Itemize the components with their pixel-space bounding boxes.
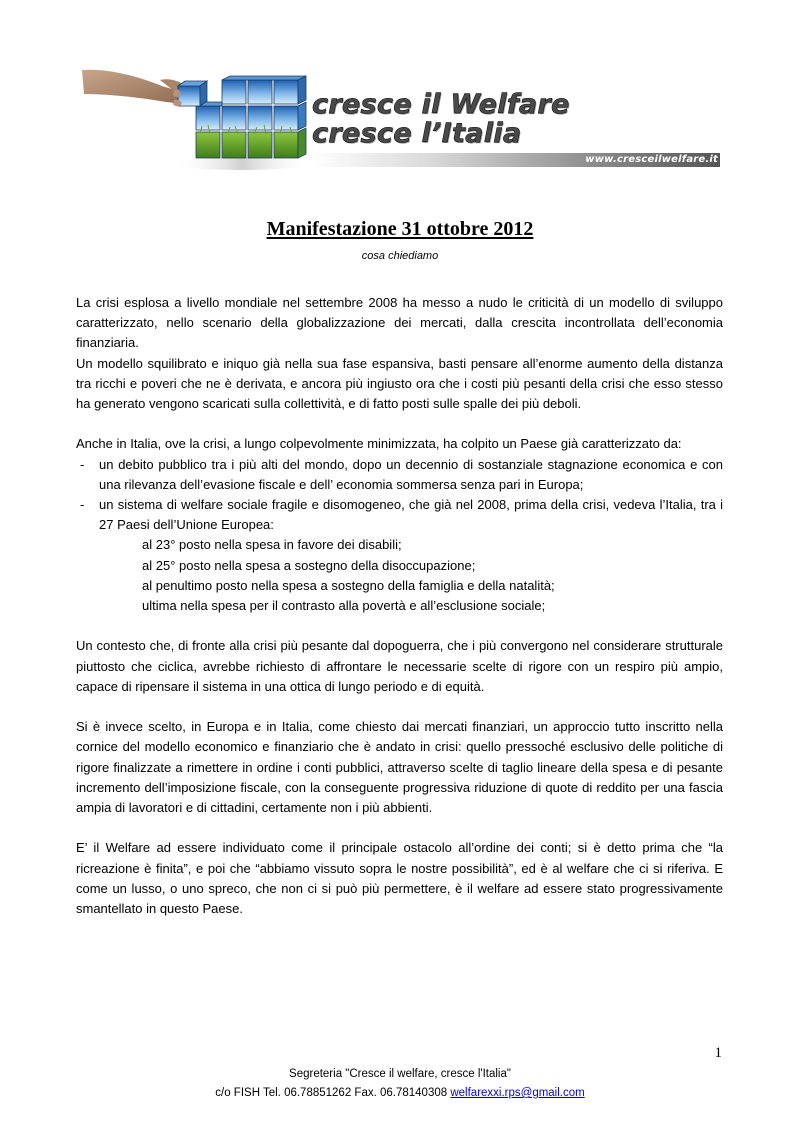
paragraph-6: E’ il Welfare ad essere individuato come il principale ostacolo all’ordine dei conti; si è detto prima che “la ricreazione è finita”, e poi che “abbiamo vissuto sopra le nostre possibilità”, ed è al welfare che ci si riferiva. E come un lusso, o uno spreco, che non ci si può più permettere, è il welfare ad essere stato progressivamente smantellato in questo Paese.	[76, 840, 723, 917]
paragraph-2: Un modello squilibrato e iniquo già nella sua fase espansiva, basti pensare all’enorme aumento della distanza tra ricchi e poveri che ne è derivata, e ancora più ingiusto ora che i costi più pesanti della crisi che esso stesso ha generato vengono scaricati sulla collettività, e di fatto posti sulle spalle dei più deboli.	[76, 355, 723, 412]
header	[82, 50, 722, 172]
footer	[0, 1065, 800, 1103]
bullet-text-1: un debito pubblico tra i più alti del mondo, dopo un decennio di sostanziale stagnazione economica e con una rilevanza dell’evasione fiscale e dell’ economia sommersa senza pari in Europa;	[99, 456, 723, 492]
logo-hand-cubes-image	[82, 50, 312, 172]
footer-contacts: c/o FISH Tel. 06.78851262 Fax. 06.78140308	[215, 1087, 448, 1099]
sub-item-4: ultima nella spesa per il contrasto alla povertà e all’esclusione sociale;	[142, 598, 546, 614]
sub-item-3: al penultimo posto nella spesa a sostegno della famiglia e della natalità;	[142, 577, 555, 593]
bullet-text-2: un sistema di welfare sociale fragile e disomogeneo, che già nel 2008, prima della crisi, vedeva l’Italia, tra i 27 Paesi dell’Unione Europea:	[99, 497, 723, 533]
page-number: 1	[714, 1045, 722, 1061]
slogan-line-2: cresce l’Italia	[312, 118, 522, 149]
footer-line-1: Segreteria "Cresce il welfare, cresce l'Italia"	[289, 1068, 511, 1080]
paragraph-1: La crisi esplosa a livello mondiale nel settembre 2008 ha messo a nudo le criticità di un modello di sviluppo caratterizzato, nello scenario della globalizzazione dei mercati, dalla crescita incontrollata dell’economia finanziaria.	[76, 295, 723, 351]
document-subtitle: cosa chiediamo	[361, 250, 439, 262]
paragraph-4: Un contesto che, di fronte alla crisi più pesante dal dopoguerra, che i più convergono nel considerare strutturale piuttosto che ciclica, avrebbe richiesto di affrontare le necessarie scelte di rigore con un respiro più ampio, capace di ripensare il sistema in una ottica di lungo periodo e di equità.	[76, 638, 723, 694]
footer-line-2	[0, 1084, 800, 1103]
sub-item-1: al 23° posto nella spesa in favore dei disabili;	[142, 537, 402, 553]
paragraph-3: Anche in Italia, ove la crisi, a lungo colpevolmente minimizzata, ha colpito un Paese già caratterizzato da:	[76, 436, 682, 452]
document-title: Manifestazione 31 ottobre 2012	[266, 218, 534, 240]
slogan	[312, 90, 570, 148]
website-url: www.cresceilwelfare.it	[585, 154, 718, 165]
list-item: - un sistema di welfare sociale fragile e disomogeneo, che già nel 2008, prima della crisi, vedeva l’Italia, tra i 27 Paesi dell’Unione Europea:	[80, 497, 723, 533]
list-item: - un debito pubblico tra i più alti del mondo, dopo un decennio di sostanziale stagnazione economica e con una rilevanza dell’evasione fiscale e dell’ economia sommersa senza pari in Europa;	[80, 456, 723, 492]
slogan-line-1: cresce il Welfare	[312, 89, 570, 120]
paragraph-5: Si è invece scelto, in Europa e in Italia, come chiesto dai mercati finanziari, un approccio tutto inscritto nella cornice del modello economico e finanziario che è andato in crisi: quello pressoché esclusivo delle politiche di rigore finalizzate a rimettere in ordine i conti pubblici, attraverso scelte di taglio lineare della spesa e di pesante incremento dell’imposizione fiscale, con la conseguente progressiva riduzione di quote di reddito per una fascia ampia di lavoratori e di cittadini, certamente non i più abbienti.	[76, 719, 723, 816]
email-link[interactable]: welfarexxi.rps@gmail.com	[450, 1087, 585, 1099]
document-body	[76, 293, 723, 919]
sub-item-2: al 25° posto nella spesa a sostegno della disoccupazione;	[142, 557, 476, 573]
